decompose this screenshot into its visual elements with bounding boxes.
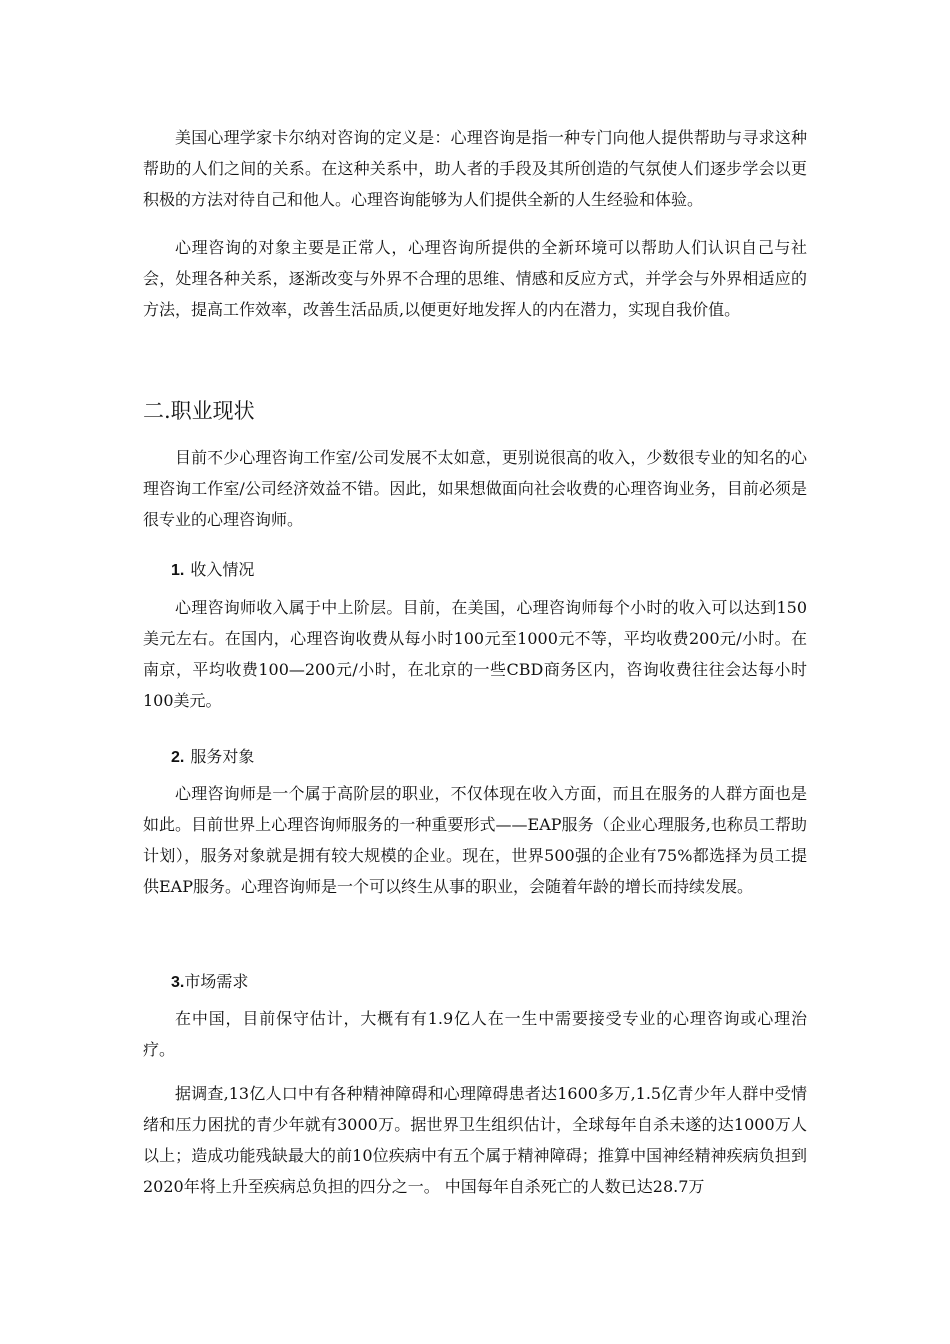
- subheading-number: 3.: [171, 974, 185, 991]
- subheading-number: 1.: [171, 562, 185, 579]
- subheading-number: 2.: [171, 749, 185, 766]
- paragraph-income: 心理咨询师收入属于中上阶层。目前，在美国，心理咨询师每个小时的收入可以达到150美元左右。在国内，心理咨询收费从每小时100元至1000元不等，平均收费200元/小时。在南京，平均收费100—200元/小时，在北京的一些CBD商务区内，咨询收费往往会达每小时100美元。: [143, 598, 807, 710]
- subheading-income: [171, 554, 254, 586]
- subheading-label: 市场需求: [184, 972, 249, 991]
- subheading-market-demand: [171, 966, 248, 998]
- subheading-label: 服务对象: [190, 747, 255, 766]
- paragraph-career-intro: 目前不少心理咨询工作室/公司发展不太如意，更别说很高的收入，少数很专业的知名的心理咨询工作室/公司经济效益不错。因此，如果想做面向社会收费的心理咨询业务，目前必须是很专业的心理咨询师。: [143, 448, 807, 529]
- subheading-label: 收入情况: [190, 560, 255, 579]
- paragraph-service-target: 心理咨询师是一个属于高阶层的职业，不仅体现在收入方面，而且在服务的人群方面也是如此。目前世界上心理咨询师服务的一种重要形式——EAP服务（企业心理服务,也称员工帮助计划），服务对象就是拥有较大规模的企业。现在，世界500强的企业有75%都选择为员工提供EAP服务。心理咨询师是一个可以终生从事的职业，会随着年龄的增长而持续发展。: [143, 784, 807, 896]
- paragraph-definition: 美国心理学家卡尔纳对咨询的定义是：心理咨询是指一种专门向他人提供帮助与寻求这种帮助的人们之间的关系。在这种关系中，助人者的手段及其所创造的气氛使人们逐步学会以更积极的方法对待自己和他人。心理咨询能够为人们提供全新的人生经验和体验。: [143, 128, 807, 209]
- paragraph-market-estimate: 在中国，目前保守估计，大概有有1.9亿人在一生中需要接受专业的心理咨询或心理治疗。: [143, 1009, 807, 1059]
- subheading-service-target: [171, 741, 254, 773]
- section-title-career-status: 二.职业现状: [143, 399, 255, 423]
- paragraph-market-survey: 据调查,13亿人口中有各种精神障碍和心理障碍患者达1600多万,1.5亿青少年人群中受情绪和压力困扰的青少年就有3000万。据世界卫生组织估计，全球每年自杀未遂的达1000万人以上；造成功能残缺最大的前10位疾病中有五个属于精神障碍；推算中国神经精神疾病负担到2020年将上升至疾病总负担的四分之一。 中国每年自杀死亡的人数已达28.7万: [143, 1084, 807, 1196]
- paragraph-counseling-target: 心理咨询的对象主要是正常人，心理咨询所提供的全新环境可以帮助人们认识自己与社会，处理各种关系，逐渐改变与外界不合理的思维、情感和反应方式，并学会与外界相适应的方法，提高工作效率，改善生活品质,以便更好地发挥人的内在潜力，实现自我价值。: [143, 238, 807, 319]
